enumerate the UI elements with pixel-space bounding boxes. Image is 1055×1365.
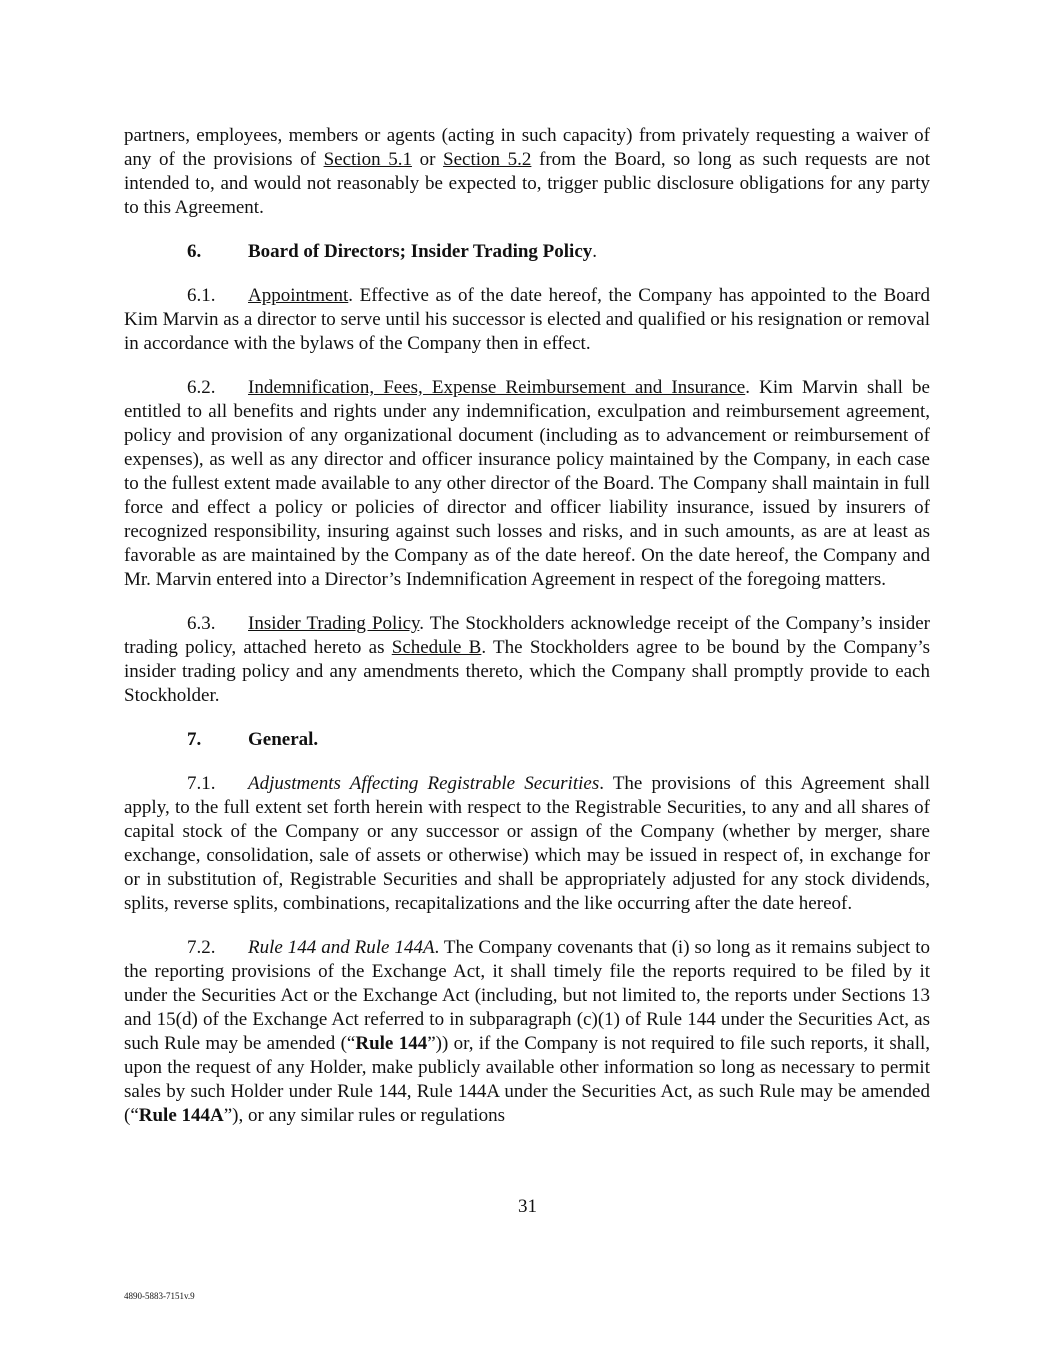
section-7-1-paragraph: 7.1. Adjustments Affecting Registrable Securities. The provisions of this Agreement shall apply, to the full extent set forth herein with respect to the Registrable Securities, to any and all shares of capital stock of the Company or any successor or assign of the Company (whether by merger, share exchange, consolidation, sale of assets or otherwise) which may be issued in respect of, in exchange for or in substitution of, Registrable Securities and shall be appropriately adjusted for any stock dividends, splits, reverse splits, combinations, recapitalizations and the like occurring after the date hereof. — [124, 773, 930, 914]
section-6-1-paragraph: 6.1. Appointment. Effective as of the date hereof, the Company has appointed to the Board Kim Marvin as a director to serve until his successor is elected and qualified or his resignation or removal in accordance with the bylaws of the Company then in effect. — [124, 285, 930, 354]
section-7-1-title: Adjustments Affecting Registrable Securities — [248, 773, 600, 794]
section-7-heading: 7. General. — [187, 729, 319, 750]
document-id-footer: 4890-5883-7151v.9 — [124, 1291, 195, 1301]
section-5-1-reference: Section 5.1 — [323, 149, 412, 170]
rule-144-term: Rule 144 — [355, 1033, 428, 1054]
section-6-1-title: Appointment — [248, 285, 349, 306]
section-6-3-title: Insider Trading Policy — [248, 613, 420, 634]
document-page — [124, 124, 930, 1128]
section-6-3-paragraph: 6.3. Insider Trading Policy. The Stockholders acknowledge receipt of the Company’s insider trading policy, attached hereto as Schedule B. The Stockholders agree to be bound by the Company’s insider trading policy and any amendments thereto, which the Company shall promptly provide to each Stockholder. — [124, 613, 930, 706]
section-6-2-title: Indemnification, Fees, Expense Reimbursement and Insurance — [248, 377, 746, 398]
rule-144a-term: Rule 144A — [138, 1105, 224, 1126]
section-5-2-reference: Section 5.2 — [443, 149, 532, 170]
schedule-b-reference: Schedule B — [391, 637, 482, 658]
section-6-heading: 6. Board of Directors; Insider Trading Policy. — [187, 241, 598, 262]
page-number: 31 — [518, 1196, 537, 1217]
section-6-2-paragraph: 6.2. Indemnification, Fees, Expense Reimbursement and Insurance. Kim Marvin shall be entitled to all benefits and rights under any indemnification, exculpation and reimbursement agreement, policy and provision of any organizational document (including as to advancement or reimbursement of expenses), as well as any director and officer insurance policy maintained by the Company, in each case to the fullest extent made available to any other director of the Board. The Company shall maintain in full force and effect a policy or policies of director and officer liability insurance, issued by insurers of recognized responsibility, insuring against such losses and risks, and in such amounts, as are at least as favorable as are maintained by the Company as of the date hereof. On the date hereof, the Company and Mr. Marvin entered into a Director’s Indemnification Agreement in respect of the foregoing matters. — [124, 377, 930, 590]
section-7-2-title: Rule 144 and Rule 144A — [248, 937, 435, 958]
intro-paragraph: partners, employees, members or agents (acting in such capacity) from privately requesting a waiver of any of the provisions of Section 5.1 or Section 5.2 from the Board, so long as such requests are not intended to, and would not reasonably be expected to, trigger public disclosure obligations for any party to this Agreement. — [124, 125, 931, 218]
section-7-2-paragraph: 7.2. Rule 144 and Rule 144A. The Company covenants that (i) so long as it remains subject to the reporting provisions of the Exchange Act, it shall timely file the reports required to be filed by it under the Securities Act or the Exchange Act (including, but not limited to, the reports under Sections 13 and 15(d) of the Exchange Act referred to in subparagraph (c)(1) of Rule 144 under the Securities Act, as such Rule may be amended (“Rule 144”)) or, if the Company is not required to file such reports, it shall, upon the request of any Holder, make publicly available other information so long as necessary to permit sales by such Holder under Rule 144, Rule 144A under the Securities Act, as such Rule may be amended (“Rule 144A”), or any similar rules or regulations — [124, 937, 931, 1126]
